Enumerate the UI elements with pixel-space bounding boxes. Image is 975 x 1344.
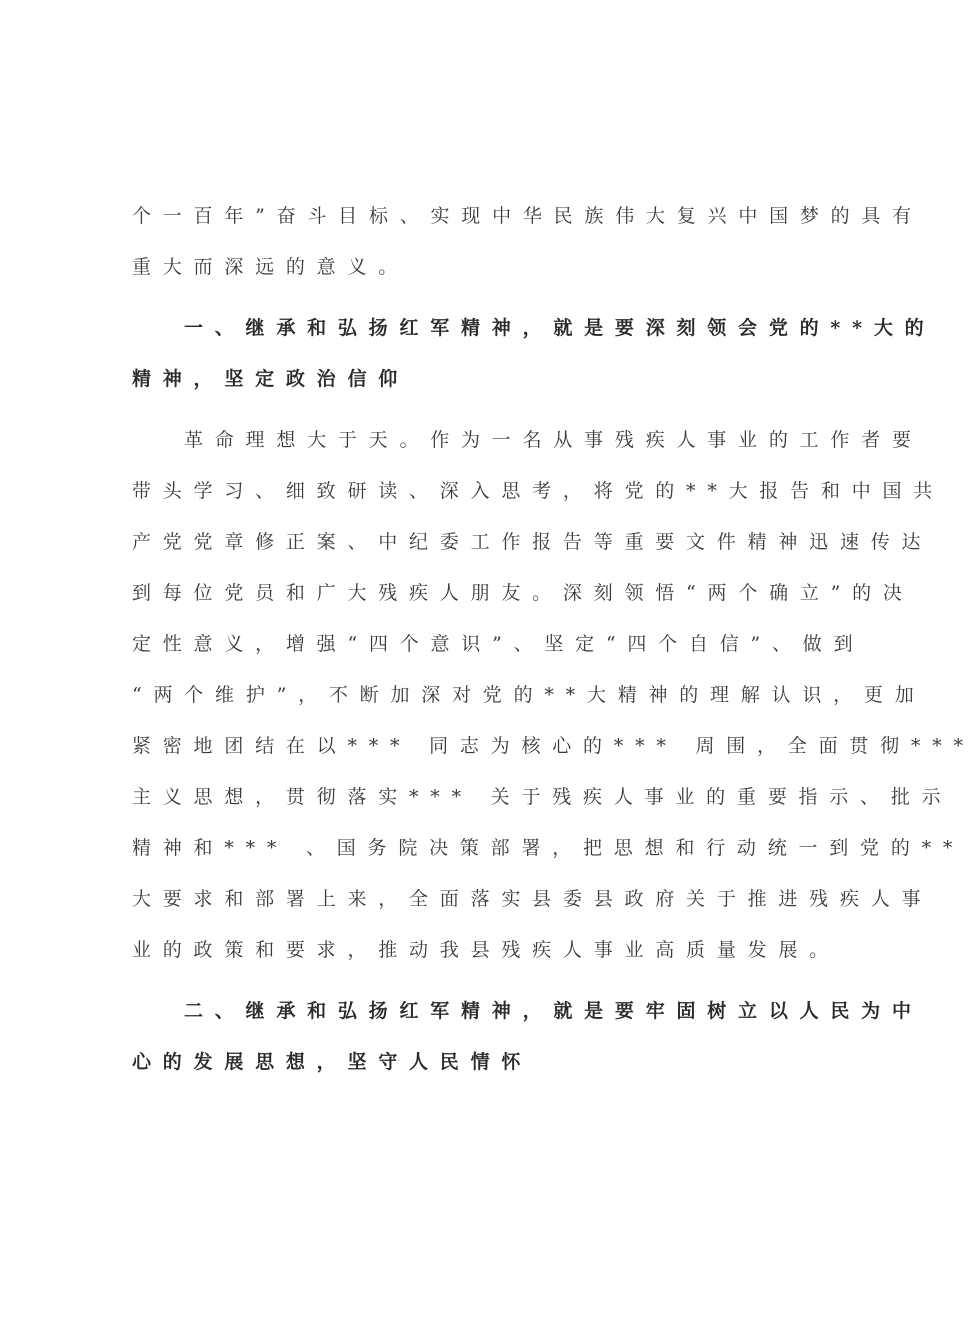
text-line: 精神和*** 、国务院决策部署，把思想和行动统一到党的** [132,837,965,859]
text-line: 个一百年”奋斗目标、实现中华民族伟大复兴中国梦的具有 [132,205,923,227]
text-line: 主义思想，贯彻落实*** 关于残疾人事业的重要指示、批示 [132,786,953,808]
body-paragraph-1 [132,420,975,981]
text-line: 定性意义，增强“四个意识”、坚定“四个自信”、做到 [132,633,865,655]
text-line: 大要求和部署上来，全面落实县委县政府关于推进残疾人事 [132,888,933,910]
text-line: 产党党章修正案、中纪委工作报告等重要文件精神迅速传达 [132,531,933,553]
heading-line: 一、继承和弘扬红军精神，就是要深刻领会党的**大的 [184,317,936,339]
section-heading-2 [132,991,923,1093]
heading-line: 精神，坚定政治信仰 [132,368,410,390]
heading-line: 二、继承和弘扬红军精神，就是要牢固树立以人民为中 [184,1000,923,1022]
intro-paragraph [132,196,923,298]
heading-line: 心的发展思想，坚守人民情怀 [132,1051,533,1073]
section-heading-1 [132,308,936,410]
text-line: “两个维护”，不断加深对党的**大精神的理解认识，更加 [132,684,926,706]
text-line: 重大而深远的意义。 [132,256,410,278]
text-line: 紧密地团结在以*** 同志为核心的*** 周围，全面贯彻*** [132,735,975,757]
text-line: 革命理想大于天。作为一名从事残疾人事业的工作者要 [184,429,923,451]
text-line: 到每位党员和广大残疾人朋友。深刻领悟“两个确立”的决 [132,582,914,604]
text-line: 带头学习、细致研读、深入思考，将党的**大报告和中国共 [132,480,945,502]
document-page [132,196,975,1093]
text-line: 业的政策和要求，推动我县残疾人事业高质量发展。 [132,939,840,961]
